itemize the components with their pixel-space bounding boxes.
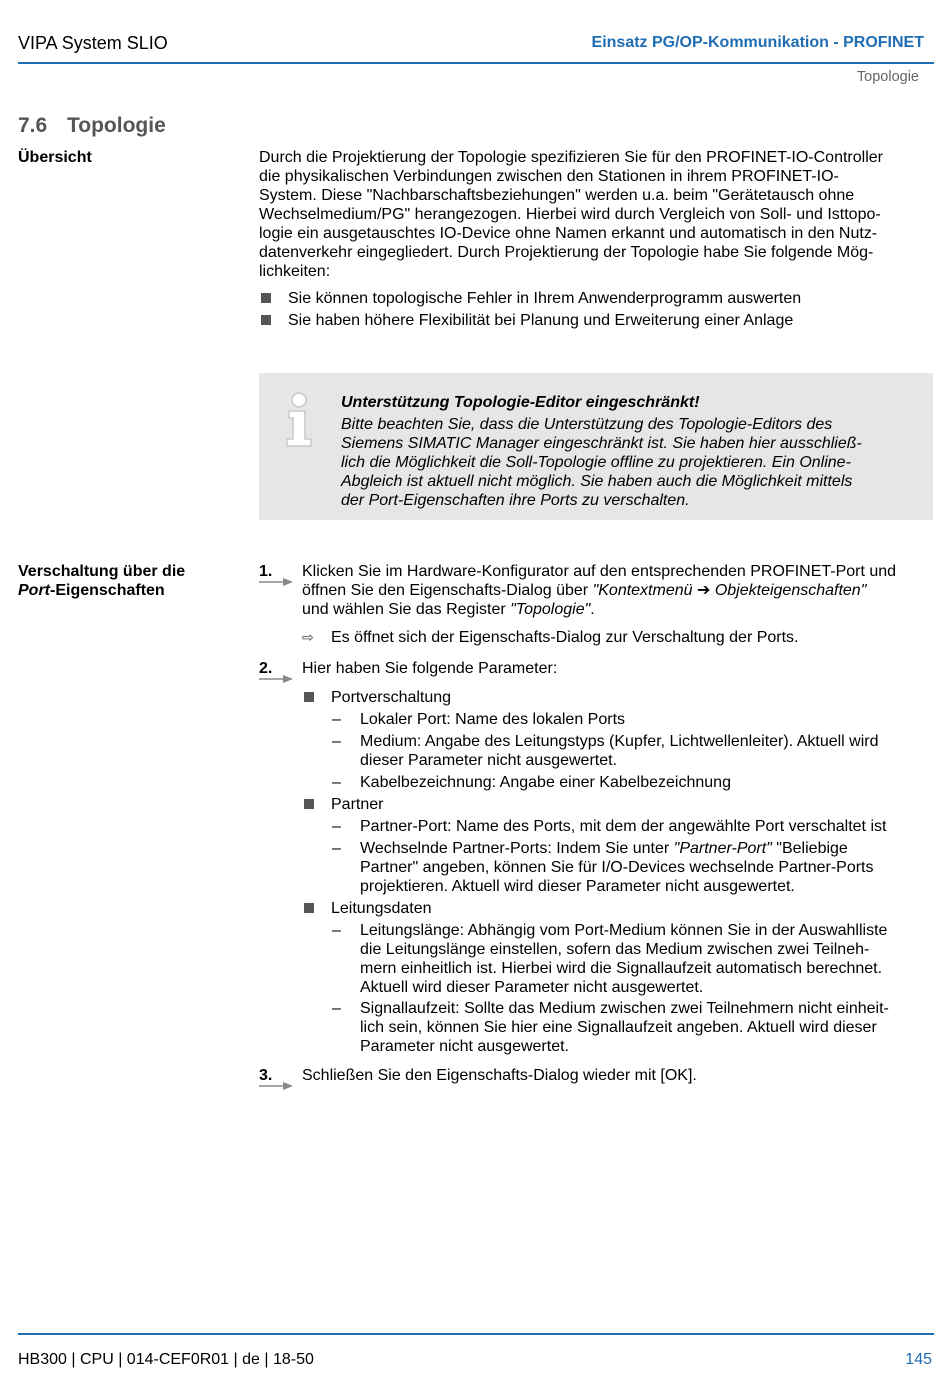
step-number: 3. — [259, 1067, 273, 1084]
overview-line: logie ein ausgetauschtes IO-Device ohne Namen erkannt und automatisch in den Nutz- — [259, 225, 878, 242]
header-rule — [18, 62, 934, 64]
list-item: – Lokaler Port: Name des lokalen Ports — [332, 711, 626, 728]
note-body: Bitte beachten Sie, dass die Unterstützung des Topologie-Editors des Siemens SIMATIC Manager eingeschränkt ist. Sie haben hier ausschließ- lich die Möglichkeit die Soll-Topologie offline zu projektieren. Ein Online- Abgleich ist aktuell nicht möglich. Sie haben auch die Möglichkeit mittels der Port-Eigenschaften ihre Ports zu verschalten. — [341, 416, 862, 509]
square-bullet-icon — [304, 799, 314, 809]
footer-rule — [18, 1333, 934, 1335]
square-bullet-icon — [261, 293, 271, 303]
note-box — [259, 373, 933, 520]
step-3: 3. Schließen Sie den Eigenschafts-Dialog wieder mit [OK]. — [259, 1066, 929, 1085]
list-item: Sie haben höhere Flexibilität bei Planung und Erweiterung einer Anlage — [259, 311, 929, 330]
step-1: 1. Klicken Sie im Hardware-Konfigurator auf den entsprechenden PROFINET-Port und öffnen Sie den Eigenschafts-Dialog über "Kontextmenü ➔ Objekteigenschaften" und wählen Sie das Register "Topologie". — [259, 563, 897, 618]
overview-line: die physikalischen Verbindungen zwischen den Stationen in ihrem PROFINET-IO- — [259, 168, 839, 185]
note-title: Unterstützung Topologie-Editor eingeschränkt! — [341, 394, 700, 411]
step-number: 2. — [259, 660, 273, 677]
arrow-right-icon: ➔ — [696, 582, 711, 599]
square-bullet-icon — [304, 903, 314, 913]
overview-label: Übersicht — [18, 149, 92, 166]
section-title: Topologie — [67, 114, 166, 137]
list-item: – Partner-Port: Name des Ports, mit dem der angewählte Port verschaltet ist — [332, 818, 887, 835]
step-2: 2. Hier haben Sie folgende Parameter: — [259, 659, 929, 678]
overview-paragraph — [259, 148, 927, 281]
step-arrow-icon — [259, 578, 293, 586]
list-item: – Wechselnde Partner-Ports: Indem Sie unter "Partner-Port" "Beliebige Partner" angeben, können Sie für I/O-Devices wechselnde Partner-Ports projektieren. Aktuell wird dieser Parameter nicht ausgewertet. — [332, 840, 874, 895]
list-item: Sie können topologische Fehler in Ihrem Anwenderprogramm auswerten — [259, 289, 929, 308]
step-arrow-icon — [259, 675, 293, 683]
overview-line: Durch die Projektierung der Topologie spezifizieren Sie für den PROFINET-IO-Controller — [259, 149, 883, 166]
section-running-title: Topologie — [856, 69, 919, 85]
port-section-label: Verschaltung über die Port-Eigenschaften — [18, 563, 186, 599]
page-number: 145 — [905, 1351, 932, 1368]
result-arrow-icon: ⇨ — [302, 629, 314, 645]
list-item: – Signallaufzeit: Sollte das Medium zwischen zwei Teilnehmern nicht einheit- lich sein, können Sie hier eine Signallaufzeit angeben. Aktuell wird dieser Parameter nicht ausgewertet. — [332, 1000, 889, 1055]
list-item: Partner — [302, 795, 932, 814]
doc-title: VIPA System SLIO — [18, 33, 168, 53]
overview-bullet-list — [259, 289, 929, 333]
chapter-title: Einsatz PG/OP-Kommunikation - PROFINET — [591, 34, 924, 51]
overview-line: Wechselmedium/PG" herangezogen. Hierbei wird durch Vergleich von Soll- und Isttopo- — [259, 206, 881, 223]
overview-line: datenverkehr eingegliedert. Durch Projektierung der Topologie habe Sie folgende Mög- — [259, 244, 874, 261]
list-item: Leitungsdaten — [302, 899, 932, 918]
overview-line: System. Diese "Nachbarschaftsbeziehungen" werden u.a. beim "Gerätetausch ohne — [259, 187, 855, 204]
square-bullet-icon — [261, 315, 271, 325]
step-arrow-icon — [259, 1082, 293, 1090]
overview-line: lichkeiten: — [259, 263, 331, 280]
list-item: – Medium: Angabe des Leitungstyps (Kupfer, Lichtwellenleiter). Aktuell wird dieser Parameter nicht ausgewertet. — [332, 733, 879, 769]
step-number: 1. — [259, 563, 273, 580]
footer-doc-id: HB300 | CPU | 014-CEF0R01 | de | 18-50 — [18, 1351, 314, 1368]
list-item: – Leitungslänge: Abhängig vom Port-Medium können Sie in der Auswahlliste die Leitungslänge einstellen, sofern das Medium zwischen zwei Teilneh- mern einheitlich ist. Hierbei wird die Signallaufzeit automatisch berechnet. Aktuell wird dieser Parameter nicht ausgewertet. — [332, 922, 888, 996]
square-bullet-icon — [304, 692, 314, 702]
info-icon — [283, 391, 319, 449]
section-number: 7.6 — [18, 114, 48, 137]
list-item: Portverschaltung — [302, 688, 932, 707]
step-1-result: ⇨ Es öffnet sich der Eigenschafts-Dialog zur Verschaltung der Ports. — [302, 629, 799, 646]
list-item: – Kabelbezeichnung: Angabe einer Kabelbezeichnung — [332, 774, 731, 791]
